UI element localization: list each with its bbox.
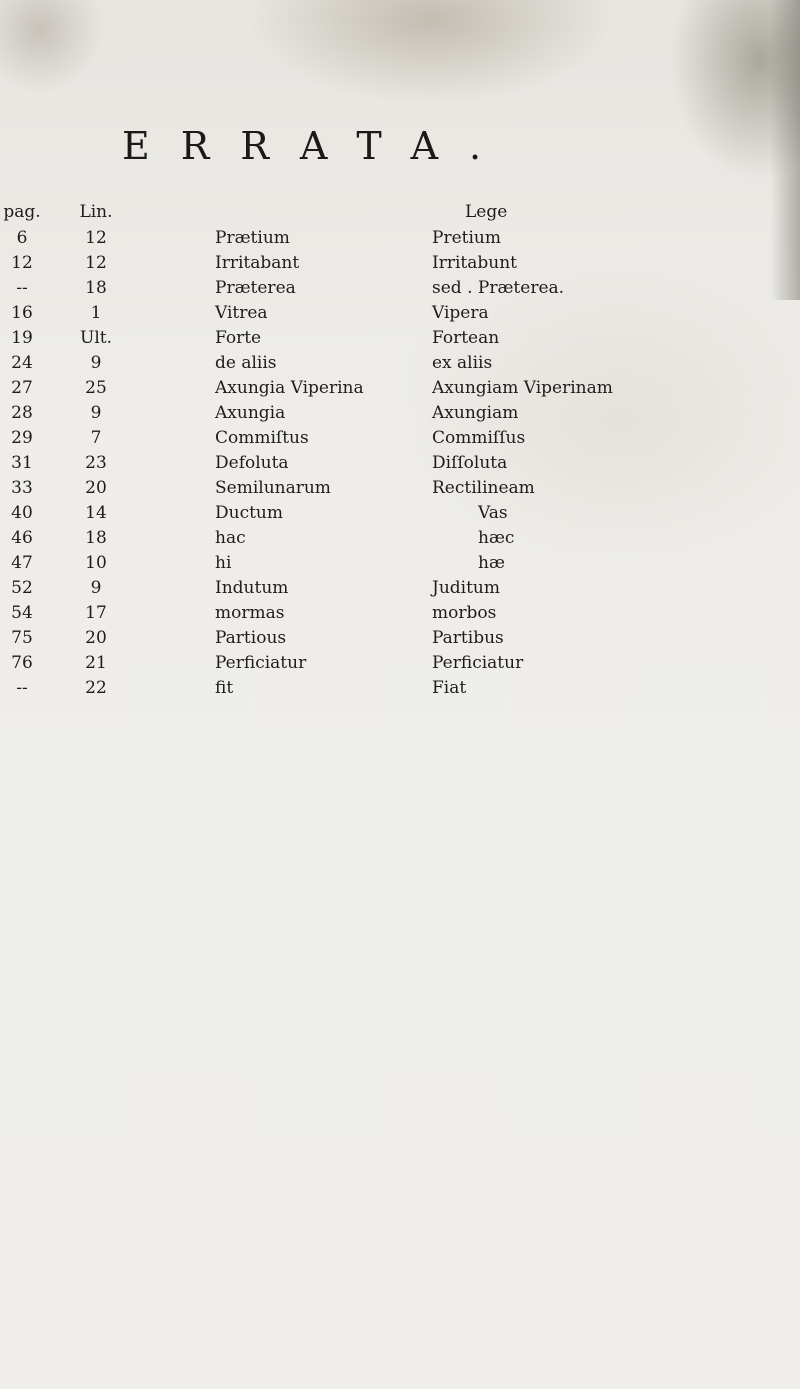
line-number: 18 [85,528,107,548]
table-row [0,501,800,526]
erroneous-reading: Irritabant [215,253,300,273]
erroneous-reading: Prætium [215,228,290,248]
page-number: 12 [11,253,33,273]
correct-reading: Irritabunt [432,253,517,273]
correct-reading: Vas [478,503,508,523]
page-number: 6 [16,228,28,248]
header-lin: Lin. [79,202,113,222]
page-number: 24 [11,353,33,373]
line-number: 22 [85,678,107,698]
correct-reading: Partibus [432,628,504,648]
table-row [0,551,800,576]
page-number: 76 [11,653,33,673]
table-header [0,200,800,226]
erroneous-reading: Axungia Viperina [215,378,364,398]
errata-title: ERRATA. [122,124,513,168]
page-number: 75 [11,628,33,648]
table-row [0,426,800,451]
erroneous-reading: hi [215,553,232,573]
errata-table [0,200,800,701]
table-row [0,276,800,301]
table-row [0,626,800,651]
line-number: 12 [85,253,107,273]
correct-reading: Fiat [432,678,467,698]
line-number: 17 [85,603,107,623]
correct-reading: Axungiam [432,403,519,423]
header-pag: pag. [3,202,41,222]
table-row [0,476,800,501]
line-number: 9 [90,578,102,598]
correct-reading: Diſſoluta [432,453,508,473]
line-number: 25 [85,378,107,398]
table-row [0,601,800,626]
erroneous-reading: Semilunarum [215,478,331,498]
line-number: 21 [85,653,107,673]
page-number: 46 [11,528,33,548]
correct-reading: Fortean [432,328,500,348]
line-number: 1 [90,303,102,323]
correct-reading: Commiſſus [432,428,526,448]
erroneous-reading: Forte [215,328,262,348]
page-number: 28 [11,403,33,423]
line-number: 7 [90,428,102,448]
correct-reading: hæ [478,553,505,573]
table-row [0,401,800,426]
table-row [0,676,800,701]
page-number: 33 [11,478,33,498]
errata-rows [0,226,800,701]
erroneous-reading: Defoluta [215,453,289,473]
erroneous-reading: Perficiatur [215,653,307,673]
table-row [0,376,800,401]
line-number: 14 [85,503,107,523]
page-number: -- [16,678,28,698]
page-number: 19 [11,328,33,348]
correct-reading: Vipera [432,303,489,323]
page-number: 27 [11,378,33,398]
table-row [0,326,800,351]
page-number: 16 [11,303,33,323]
correct-reading: Axungiam Viperinam [432,378,613,398]
page-number: 54 [11,603,33,623]
line-number: 9 [90,403,102,423]
correct-reading: hæc [478,528,515,548]
line-number: 12 [85,228,107,248]
line-number: 20 [85,628,107,648]
line-number: 10 [85,553,107,573]
correct-reading: Pretium [432,228,501,248]
line-number: 23 [85,453,107,473]
correct-reading: morbos [432,603,497,623]
correct-reading: ex aliis [432,353,493,373]
page-number: 52 [11,578,33,598]
page-number: 40 [11,503,33,523]
table-row [0,226,800,251]
correct-reading: sed . Præterea. [432,278,565,298]
erroneous-reading: Partious [215,628,287,648]
page-number: 29 [11,428,33,448]
erroneous-reading: Ductum [215,503,283,523]
erroneous-reading: mormas [215,603,285,623]
erroneous-reading: Axungia [215,403,286,423]
line-number: 18 [85,278,107,298]
header-lege: Lege [465,202,508,222]
erroneous-reading: Vitrea [215,303,268,323]
erroneous-reading: de aliis [215,353,277,373]
table-row [0,576,800,601]
correct-reading: Juditum [432,578,500,598]
table-row [0,451,800,476]
page-number: -- [16,278,28,298]
correct-reading: Rectilineam [432,478,535,498]
erroneous-reading: fit [215,678,234,698]
page-number: 31 [11,453,33,473]
table-row [0,301,800,326]
erroneous-reading: Indutum [215,578,289,598]
erroneous-reading: hac [215,528,246,548]
line-number: 9 [90,353,102,373]
line-number: Ult. [80,328,112,348]
correct-reading: Perficiatur [432,653,524,673]
table-row [0,351,800,376]
erroneous-reading: Commiſtus [215,428,309,448]
line-number: 20 [85,478,107,498]
table-row [0,251,800,276]
table-row [0,526,800,551]
erroneous-reading: Præterea [215,278,296,298]
page-number: 47 [11,553,33,573]
table-row [0,651,800,676]
